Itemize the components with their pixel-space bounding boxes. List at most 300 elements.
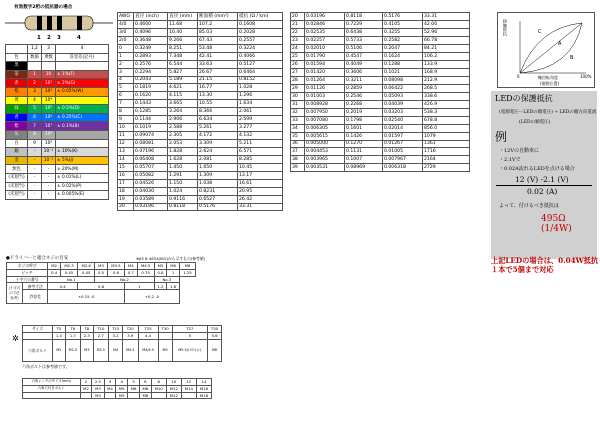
torx-table xyxy=(22,325,222,362)
awg2-cell: 20 xyxy=(291,13,305,21)
awg-cell: 1.296 xyxy=(238,92,283,100)
awg-cell: 0.04526 xyxy=(134,179,168,187)
awg2-row xyxy=(291,164,470,172)
hex-bolt-cell-2: M12 xyxy=(166,392,181,399)
torx-size-cell: 1.4 xyxy=(53,332,65,339)
driver-pitch-value: 0.8 xyxy=(154,269,167,276)
awg-cell: 2.624 xyxy=(198,147,238,155)
awg2-cell: 1079 xyxy=(423,132,470,140)
awg2-row xyxy=(291,36,470,44)
awg-cell: 0.5127 xyxy=(238,60,283,68)
rc-h-color: 色 xyxy=(6,53,28,62)
driver-header-row xyxy=(7,263,196,270)
awg2-cell: 426.9 xyxy=(423,100,470,108)
awg2-cell: 0.007950 xyxy=(305,108,345,116)
rc-color: 緑 xyxy=(6,105,28,114)
awg-cell: 14 xyxy=(118,155,134,163)
driver-pitch-label: ピッチ xyxy=(7,269,48,276)
awg-row xyxy=(118,163,283,171)
hex-h-cell: 8 xyxy=(151,379,166,386)
rc-body xyxy=(6,62,109,200)
hex-bolt-cell: M4 xyxy=(104,385,116,392)
resistor-section xyxy=(5,4,113,200)
torx-h-cell: T27 xyxy=(172,326,207,333)
awg-cell: 4.172 xyxy=(198,132,238,140)
awg2-cell: 0.008928 xyxy=(305,100,345,108)
rc-row xyxy=(6,130,109,139)
awg2-cell: 0.005615 xyxy=(305,132,345,140)
awg2-row xyxy=(291,116,470,124)
hex-bolt-row xyxy=(23,385,212,392)
led-bullet-2: ・2.1Vで xyxy=(499,157,521,163)
awg-row xyxy=(118,100,283,108)
awg-cell: 0.3648 xyxy=(134,36,168,44)
awg-cell: 0.9116 xyxy=(168,195,198,203)
rc-digit: - xyxy=(28,191,42,200)
rc-tol: ± 0.02%(P) xyxy=(56,182,109,191)
awg-row xyxy=(118,60,283,68)
rc-digit: 4 xyxy=(28,96,42,105)
rc-mult: 10⁹ xyxy=(42,139,56,148)
awg-cell: 5.261 xyxy=(198,124,238,132)
awg2-cell: 0.01126 xyxy=(305,84,345,92)
rc-color: 茶 xyxy=(6,70,28,79)
awg-cell: 0.2557 xyxy=(238,36,283,44)
rc-row xyxy=(6,79,109,88)
awg-cell: 0.4096 xyxy=(134,28,168,36)
driver-pitch-value: 0.45 xyxy=(60,269,77,276)
awg-h-inch: 直径 (inch) xyxy=(134,13,168,21)
driver-tol-2: +0.2 -0 xyxy=(124,290,179,304)
awg-cell: 0 xyxy=(118,44,134,52)
awg-cell: 15 xyxy=(118,163,134,171)
torx-h-cell: T5 xyxy=(53,326,65,333)
driver-cross-label: 十字穴の番号 xyxy=(7,276,48,283)
hex-bolt-cell-2 xyxy=(80,392,92,399)
rc-digit: - xyxy=(28,148,42,157)
awg2-cell: 0.2859 xyxy=(345,84,383,92)
awg-cell: 1.628 xyxy=(168,155,198,163)
awg2-row xyxy=(291,108,470,116)
rc-row xyxy=(6,96,109,105)
awg-cell: 3.264 xyxy=(168,108,198,116)
awg2-cell: 0.02535 xyxy=(305,28,345,36)
awg2-cell: 0.7229 xyxy=(345,20,383,28)
band-number-4: 4 xyxy=(77,35,81,41)
awg-cell: 8.285 xyxy=(238,155,283,163)
awg2-cell: 25 xyxy=(291,52,305,60)
awg-cell: 2/0 xyxy=(118,36,134,44)
awg2-row xyxy=(291,28,470,36)
awg-cell: 5 xyxy=(118,84,134,92)
rc-digit: - xyxy=(28,182,42,191)
awg2-cell: 0.3255 xyxy=(383,28,423,36)
driver-h-size: M6 xyxy=(167,263,180,270)
awg-cell: 0.2028 xyxy=(238,28,283,36)
hex-bolt-cell-2: M8 xyxy=(139,392,151,399)
awg-cell: 0.8118 xyxy=(168,203,198,211)
rc-digit: 8 xyxy=(28,130,42,139)
driver-ref-3: 1 xyxy=(124,283,154,290)
rc-digit: 2 xyxy=(28,79,42,88)
torx-size-cell: 2.3 xyxy=(81,332,93,339)
band-numbers xyxy=(5,35,113,42)
awg2-cell: 0.1601 xyxy=(345,124,383,132)
awg2-row xyxy=(291,76,470,84)
rc-mult: 1 xyxy=(42,62,56,71)
awg-cell: 5.211 xyxy=(238,140,283,148)
awg2-cell: 0.01597 xyxy=(383,132,423,140)
awg2-cell: 0.007080 xyxy=(305,116,345,124)
awg-cell: 1.038 xyxy=(198,179,238,187)
awg-cell: 53.48 xyxy=(198,44,238,52)
awg-row xyxy=(118,44,283,52)
resistance-graph xyxy=(497,12,595,88)
awg-cell: 20.95 xyxy=(238,187,283,195)
torx-h-cell: T6 xyxy=(65,326,81,333)
awg-row xyxy=(118,76,283,84)
rc-mult: - xyxy=(42,191,56,200)
torx-h-cell: サイズ xyxy=(23,326,53,333)
awg-row xyxy=(118,195,283,203)
torx-bolt-cell: M4 xyxy=(109,339,123,361)
awg2-row xyxy=(291,13,470,21)
rc-row xyxy=(6,113,109,122)
awg2-cell: 0.3211 xyxy=(345,76,383,84)
awg2-cell: 0.5176 xyxy=(383,13,423,21)
awg-cell: 67.43 xyxy=(198,36,238,44)
rc-h-digit: 数値 xyxy=(28,53,42,62)
rc-mult: 10⁻² xyxy=(42,148,56,157)
awg-cell: 16 xyxy=(118,171,134,179)
awg-row xyxy=(118,116,283,124)
awg-cell: 2.599 xyxy=(238,116,283,124)
torx-bolt-cell: M5 xyxy=(158,339,172,361)
awg-cell: 85.03 xyxy=(198,28,238,36)
awg-cell: 13 xyxy=(118,147,134,155)
hex-bolt-cell: M8 xyxy=(139,385,151,392)
awg2-cell: 22 xyxy=(291,28,305,36)
awg-row xyxy=(118,108,283,116)
awg2-row xyxy=(291,44,470,52)
driver-cross-no3: No.3 xyxy=(154,276,179,283)
awg-cell: 8.251 xyxy=(168,44,198,52)
awg2-cell: 0.006318 xyxy=(383,164,423,172)
rc-tol: ± 10%(K) xyxy=(56,148,109,157)
driver-ref-4: 1.2 xyxy=(154,283,167,290)
awg-cell: 0.2043 xyxy=(134,76,168,84)
awg2-cell: 0.02010 xyxy=(305,44,345,52)
awg2-row xyxy=(291,84,470,92)
awg-cell: 5.827 xyxy=(168,68,198,76)
awg2-cell: 268.5 xyxy=(423,84,470,92)
awg2-cell: 33.31 xyxy=(423,13,470,21)
rc-tol: ± 5%(J) xyxy=(56,156,109,165)
rc-h-3: 3 xyxy=(42,45,56,54)
rc-tol: ± 20%(M) xyxy=(56,165,109,174)
rc-digit: 0 xyxy=(28,62,42,71)
awg2-cell: 0.01264 xyxy=(305,76,345,84)
awg2-cell: 0.05093 xyxy=(383,92,423,100)
rc-color: 銀 xyxy=(6,148,28,157)
rc-tol: ± 0.25%(C) xyxy=(56,113,109,122)
awg2-row xyxy=(291,140,470,148)
awg-cell: 0.03589 xyxy=(134,195,168,203)
hex-table xyxy=(22,378,212,399)
awg-row xyxy=(118,155,283,163)
rc-color: 金 xyxy=(6,156,28,165)
hex-bolt-cell-2 xyxy=(128,392,140,399)
awg-cell: 17 xyxy=(118,179,134,187)
torx-star-icon: ✲ xyxy=(12,334,19,343)
hex-bolt-label: 六角穴付きボルト xyxy=(23,385,81,392)
hex-h-cell: 14 xyxy=(196,379,211,386)
rc-h-mult: 乗数 xyxy=(42,53,56,62)
torx-size-cell: 5 xyxy=(172,332,207,339)
rc-tol: ± 0.5%(D) xyxy=(56,105,109,114)
awg-cell: 0.4066 xyxy=(238,52,283,60)
awg2-row xyxy=(291,60,470,68)
awg-cell: 0.09074 xyxy=(134,132,168,140)
awg-cell: 1.150 xyxy=(168,179,198,187)
awg-row xyxy=(118,28,283,36)
awg2-cell: 84.21 xyxy=(423,44,470,52)
rc-row xyxy=(6,173,109,182)
driver-pitch-row xyxy=(7,269,196,276)
awg-cell: 2.061 xyxy=(238,108,283,116)
torx-size-cell: 4.4 xyxy=(138,332,158,339)
awg-row xyxy=(118,36,283,44)
driver-h-size: M2.6 xyxy=(78,263,95,270)
awg-cell: 2 xyxy=(118,60,134,68)
rc-mult: 10² xyxy=(42,79,56,88)
awg2-cell: 33 xyxy=(291,116,305,124)
torx-bolt-cell: M4.5 xyxy=(123,339,139,361)
rc-tol xyxy=(56,96,109,105)
driver-h-size: M2.3 xyxy=(60,263,77,270)
awg2-cell: 26 xyxy=(291,60,305,68)
awg-cell: 20 xyxy=(118,203,134,211)
rc-row xyxy=(6,156,109,165)
torx-h-cell: T25 xyxy=(138,326,158,333)
awg2-cell: 34 xyxy=(291,124,305,132)
awg2-cell: 0.01594 xyxy=(305,60,345,68)
awg-cell: 42.41 xyxy=(198,52,238,60)
driver-ref-5: 1.6 xyxy=(167,283,180,290)
awg2-cell: 0.6438 xyxy=(345,28,383,36)
awg-cell: 21.15 xyxy=(198,76,238,84)
rc-h-blank xyxy=(6,45,28,54)
hex-bolt-cell: M5 xyxy=(116,385,128,392)
hex-h-cell: 10 xyxy=(166,379,181,386)
led-calc: 12 (V) -2.1 (V) xyxy=(515,175,569,184)
hex-bolt-cell: M12 xyxy=(166,385,181,392)
awg-cell: 0.05707 xyxy=(134,163,168,171)
awg2-cell: 0.01420 xyxy=(305,68,345,76)
awg2-cell: 2164 xyxy=(423,156,470,164)
band-number-1: 1 xyxy=(37,35,41,41)
awg2-cell: 0.5733 xyxy=(345,36,383,44)
awg-cell: 3.277 xyxy=(238,124,283,132)
driver-pitch-value: 0.5 xyxy=(95,269,108,276)
awg-cell: 3.665 xyxy=(168,100,198,108)
awg2-cell: 0.006305 xyxy=(305,124,345,132)
awg2-cell: 36 xyxy=(291,140,305,148)
hex-bolt-cell: M2 xyxy=(80,385,92,392)
awg2-cell: 538.3 xyxy=(423,108,470,116)
awg2-cell: 1361 xyxy=(423,140,470,148)
awg2-cell: 28 xyxy=(291,76,305,84)
awg2-cell: 0.004453 xyxy=(305,148,345,156)
driver-pitch-value: 0.4 xyxy=(48,269,61,276)
hex-h-cell: 2.5 xyxy=(92,379,104,386)
awg-cell: 12 xyxy=(118,140,134,148)
awg-cell: 3 xyxy=(118,68,134,76)
awg-row xyxy=(118,92,283,100)
torx-h-cell: T8 xyxy=(81,326,93,333)
awg-cell: 1.309 xyxy=(198,171,238,179)
awg-cell: 6.571 xyxy=(238,147,283,155)
hex-bolt-cell: M16 xyxy=(196,385,211,392)
awg-table xyxy=(117,12,283,211)
hex-bolt-cell-2: M18 xyxy=(196,392,211,399)
awg-cell: 19 xyxy=(118,195,134,203)
awg2-cell: 0.1624 xyxy=(383,52,423,60)
torx-note: 六角ボルトは参考値です。 xyxy=(22,364,70,369)
awg2-cell: 0.1426 xyxy=(345,132,383,140)
awg2-table xyxy=(290,12,470,172)
awg2-cell: 856.0 xyxy=(423,124,470,132)
rc-row xyxy=(6,87,109,96)
awg2-cell: 29 xyxy=(291,84,305,92)
driver-pitch-value: 0.45 xyxy=(78,269,95,276)
awg2-cell: 42.00 xyxy=(423,20,470,28)
driver-tol-label: 許容差 xyxy=(23,290,48,304)
awg-cell: 4.115 xyxy=(168,92,198,100)
driver-ref-2: 0.8 xyxy=(78,283,125,290)
driver-pitch-value: 0.7 xyxy=(124,269,137,276)
rc-h-4: 4 xyxy=(56,45,109,54)
rc-tol xyxy=(56,139,109,148)
rc-mult: 10⁷ xyxy=(42,122,56,131)
awg-cell: 13.17 xyxy=(238,171,283,179)
awg-cell: 1.650 xyxy=(198,163,238,171)
awg-cell: 33.63 xyxy=(198,60,238,68)
curve-label-c: C xyxy=(538,29,542,35)
driver-h-size: M2 xyxy=(48,263,61,270)
rc-mult: 10 xyxy=(42,70,56,79)
awg2-body xyxy=(291,13,470,172)
rc-tol: ± 0.005%(E) xyxy=(56,191,109,200)
awg2-cell: 0.4105 xyxy=(383,20,423,28)
hex-h-cell: 5 xyxy=(128,379,140,386)
driver-h-size: M5 xyxy=(154,263,167,270)
awg2-cell: 0.2546 xyxy=(345,92,383,100)
hex-bolt-cell: M6 xyxy=(128,385,140,392)
driver-cross-row xyxy=(7,276,196,283)
hex-h-cell: 六角レンチのサイズ(mm) xyxy=(23,379,81,386)
awg2-cell: 0.4547 xyxy=(345,52,383,60)
awg-cell: 0.03196 xyxy=(134,203,168,211)
awg-row xyxy=(118,187,283,195)
awg-row xyxy=(118,132,283,140)
torx-size-cell: 3.2 xyxy=(109,332,123,339)
torx-bolt-cell: M3.5 xyxy=(93,339,109,361)
rc-tol: ± 1%(F) xyxy=(56,70,109,79)
awg-cell: 0.8152 xyxy=(238,76,283,84)
driver-title: ●ドライバーと適合ネジの目安 xyxy=(6,256,69,261)
awg2-cell: 0.5106 xyxy=(345,44,383,52)
rc-digit: - xyxy=(28,165,42,174)
torx-bolt-cell: M4/4.5 xyxy=(138,339,158,361)
awg-cell: 4/0 xyxy=(118,20,134,28)
awg2-cell: 0.04039 xyxy=(383,100,423,108)
awg-cell: 6.634 xyxy=(198,116,238,124)
driver-cross-no1: No.1 xyxy=(48,276,95,283)
awg2-cell: 0.02540 xyxy=(383,116,423,124)
hex-h-cell: 12 xyxy=(181,379,196,386)
awg-cell: 11.68 xyxy=(168,20,198,28)
awg2-cell: 66.78 xyxy=(423,36,470,44)
resistor-color-table xyxy=(5,44,109,200)
awg-cell: 5.189 xyxy=(168,76,198,84)
awg2-cell: 0.2047 xyxy=(383,44,423,52)
torx-h-cell: T10 xyxy=(93,326,109,333)
torx-h-cell: T30 xyxy=(158,326,172,333)
torx-bolt-cell: M5.5(ﾅｲﾛﾝﾅｯﾄ) xyxy=(172,339,207,361)
awg2-cell: 37 xyxy=(291,148,305,156)
awg-cell: 1.024 xyxy=(168,187,198,195)
awg-cell: 1.291 xyxy=(168,171,198,179)
awg-cell: 6 xyxy=(118,92,134,100)
awg-cell: 0.1144 xyxy=(134,116,168,124)
rc-mult: 10⁸ xyxy=(42,130,56,139)
driver-pitch-value: 0.6 xyxy=(107,269,124,276)
awg2-row xyxy=(291,20,470,28)
driver-h-size: M3.5 xyxy=(107,263,124,270)
hex-bolt-cell-2 xyxy=(181,392,196,399)
awg-cell: 33.31 xyxy=(238,203,283,211)
awg2-row xyxy=(291,100,470,108)
awg2-cell: 0.2268 xyxy=(345,100,383,108)
awg-cell: 0.2893 xyxy=(134,52,168,60)
rc-row xyxy=(6,165,109,174)
led-title: LEDの保護抵抗 xyxy=(495,94,553,103)
awg-h-area: 断面積 (mm²) xyxy=(198,13,238,21)
awg-cell: 3/0 xyxy=(118,28,134,36)
awg2-cell: 30 xyxy=(291,92,305,100)
awg2-cell: 0.8118 xyxy=(345,13,383,21)
hex-h-cell: 2 xyxy=(80,379,92,386)
awg2-cell: 0.01003 xyxy=(305,92,345,100)
hex-h-cell: 3 xyxy=(104,379,116,386)
awg-cell: 16.77 xyxy=(198,84,238,92)
awg-cell: 9.266 xyxy=(168,36,198,44)
torx-bolt-cell: M3 xyxy=(81,339,93,361)
awg-cell: 0.08081 xyxy=(134,140,168,148)
rc-row xyxy=(6,148,109,157)
led-bullet-3: ・0.02A流れるLEDを点ける場合 xyxy=(499,166,575,172)
awg2-cell: 35 xyxy=(291,132,305,140)
awg-row xyxy=(118,140,283,148)
rc-tol: ± 0.1%(B) xyxy=(56,122,109,131)
awg-h-awg: AWG xyxy=(118,13,134,21)
awg-cell: 0.1285 xyxy=(134,108,168,116)
awg2-row xyxy=(291,124,470,132)
rc-h-12: 1,2 xyxy=(28,45,42,54)
awg2-cell: 133.9 xyxy=(423,60,470,68)
awg-cell: 8.366 xyxy=(198,108,238,116)
